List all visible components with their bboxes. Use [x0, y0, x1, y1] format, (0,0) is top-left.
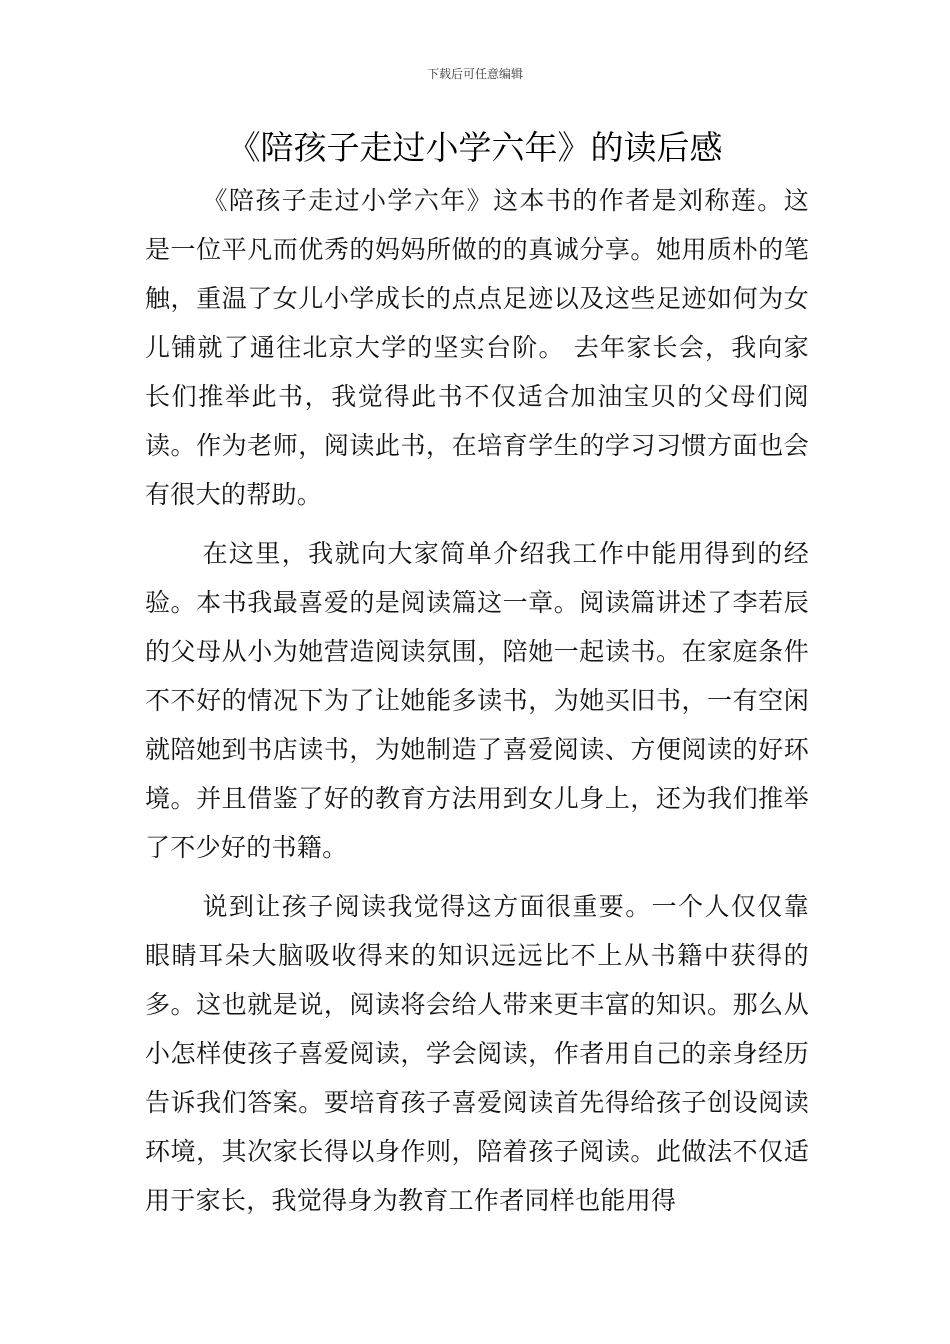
paragraph-3: 说到让孩子阅读我觉得这方面很重要。一个人仅仅靠眼睛耳朵大脑吸收得来的知识远远比不上从书籍中获得的多。这也就是说，阅读将会给人带来更丰富的知识。那么从小怎样使孩子喜爱阅读，学会阅读，作者用自己的亲身经历告诉我们答案。要培育孩子喜爱阅读首先得给孩子创设阅读环境，其次家长得以身作则，陪着孩子阅读。此做法不仅适用于家长，我觉得身为教育工作者同样也能用得 [145, 892, 809, 1215]
document-title: 《陪孩子走过小学六年》的读后感 [227, 128, 723, 167]
paragraph-2: 在这里，我就向大家简单介绍我工作中能用得到的经验。本书我最喜爱的是阅读篇这一章。阅读篇讲述了李若辰的父母从小为她营造阅读氛围，陪她一起读书。在家庭条件不不好的情况下为了让她能多读书，为她买旧书，一有空闲就陪她到书店读书，为她制造了喜爱阅读、方便阅读的好环境。并且借鉴了好的教育方法用到女儿身上，还为我们推举了不少好的书籍。 [145, 539, 809, 862]
document-body [145, 176, 809, 1225]
header-note: 下载后可任意编辑 [426, 67, 523, 81]
paragraph-1: 《陪孩子走过小学六年》这本书的作者是刘称莲。这是一位平凡而优秀的妈妈所做的的真诚分享。她用质朴的笔触，重温了女儿小学成长的点点足迹以及这些足迹如何为女儿铺就了通往北京大学的坚实台阶。 去年家长会，我向家长们推举此书，我觉得此书不仅适合加油宝贝的父母们阅读。作为老师，阅读此书，在培育学生的学习习惯方面也会有很大的帮助。 [145, 186, 809, 509]
